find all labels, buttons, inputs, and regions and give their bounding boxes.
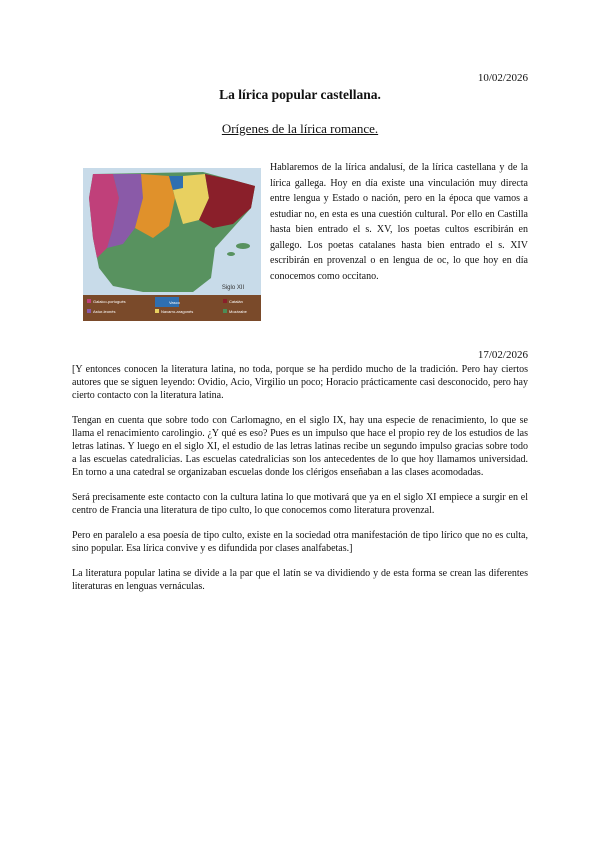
iberia-language-map [83, 168, 261, 321]
paragraph: La literatura popular latina se divide a la par que el latín se va dividiendo y de esta forma se crean las diferentes literaturas en lenguas vernáculas. [72, 568, 528, 592]
date-first: 10/02/2026 [477, 72, 528, 84]
body-text [72, 363, 528, 605]
legend-label-1: Astur-leonés [93, 309, 116, 314]
paragraph: Tengan en cuenta que sobre todo con Carlomagno, en el siglo IX, hay una especie de renacimiento, lo que se llama el renacimiento carolingio. ¿Y qué es eso? Pues es un impulso que hace el propio rey de los estudios de las letras latinas. Y luego en el siglo XI, el estudio de las letras latinas recibe un segundo impulso gracias sobre todo a las escuelas catedralicias. Las escuelas catedralicias son los antecedentes de lo que hoy llamamos universidad. En torno a una catedral se organizaban escuelas donde los clérigos enseñaban a las clases acomodadas. [72, 415, 528, 478]
legend-label-0: Galaico-portugués [93, 299, 126, 304]
paragraph: Pero en paralelo a esa poesía de tipo culto, existe en la sociedad otra manifestación de tipo lírico que no es culta, sino popular. Esa lírica convive y es difundida por clases analfabetas.] [72, 530, 528, 554]
legend-label-4: Catalán [229, 299, 243, 304]
section-subtitle: Orígenes de la lírica romance. [221, 121, 379, 136]
legend-label-3: Navarro-aragonés [161, 309, 194, 314]
page-title: La lírica popular castellana. [219, 87, 381, 102]
paragraph: [Y entonces conocen la literatura latina, no toda, porque se ha perdido mucho de la tradición. Pero hay ciertos autores que se siguen leyendo: Ovidio, Acio, Virgilio un poco; Horacio prácticamente casi desconocido, pero hay cierto contacto con la literatura latina. [72, 364, 528, 401]
paragraph: Será precisamente este contacto con la cultura latina lo que motivará que ya en el siglo XI empiece a surgir en el centro de Francia una literatura de tipo culto, lo que conocemos como literatura provenzal. [72, 492, 528, 516]
map-caption: Siglo XII [221, 285, 245, 291]
intro-paragraph: Hablaremos de la lírica andalusí, de la lírica castellana y de la lírica gallega. Hoy en día existe una vinculación muy directa entre lengua y Estado o nación, pero en la época que vamos a estudiar no, en esta es una cuestión cultural. Por ello en Castilla hasta bien entrado el s. XV, los poetas cultos escribirán en gallego. Los poetas catalanes hasta bien entrado el s. XIV escribirán en provenzal o en lengua de oc, lo que hoy en día conocemos como occitano. [270, 162, 528, 282]
legend-label-5: Mozárabe [229, 309, 247, 314]
date-second: 17/02/2026 [477, 349, 528, 361]
legend-label-2: Vasco [169, 300, 180, 305]
